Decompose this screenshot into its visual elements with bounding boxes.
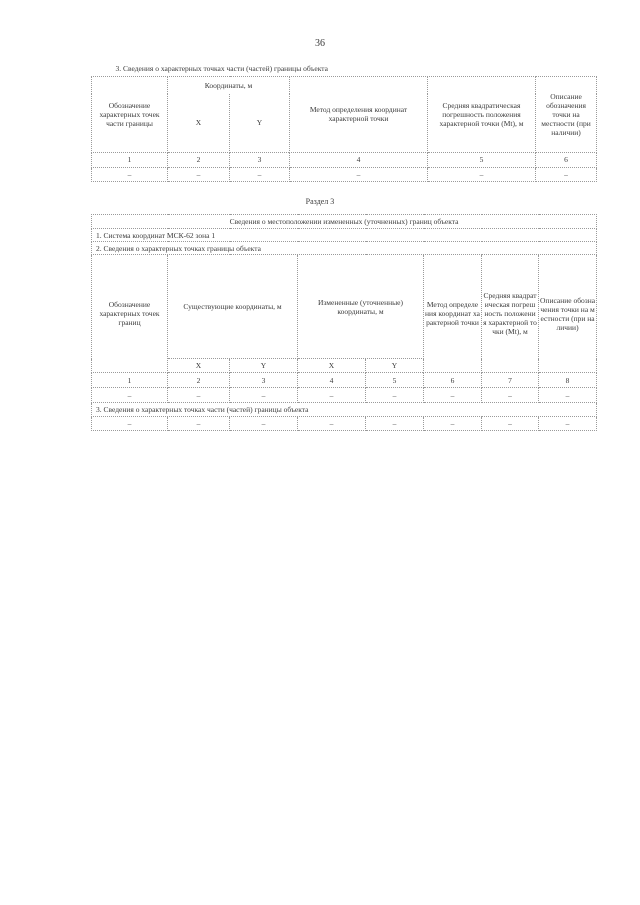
table-cell: – — [298, 417, 366, 431]
part-points-table — [91, 62, 597, 182]
column-number: 2 — [168, 152, 230, 167]
header-changed-coordinates: Измененные (уточненные) координаты, м — [298, 255, 424, 359]
header-y: Y — [230, 359, 298, 373]
header-designation: Обозначение характерных точек границ — [92, 255, 168, 373]
table-cell: – — [539, 388, 597, 403]
table-cell: – — [366, 417, 424, 431]
page-number: 36 — [315, 38, 325, 49]
column-number: 3 — [230, 152, 290, 167]
table-cell: – — [482, 417, 539, 431]
table-cell: – — [168, 167, 230, 181]
header-y: Y — [230, 94, 290, 152]
table-cell: – — [482, 388, 539, 403]
header-existing-coordinates: Существующие координаты, м — [168, 255, 298, 359]
table-cell: – — [539, 417, 597, 431]
section-title: Раздел 3 — [305, 197, 335, 206]
parts-caption: 3. Сведения о характерных точках части (частей) границы объекта — [92, 403, 597, 417]
table-cell: – — [92, 167, 168, 181]
header-y: Y — [366, 359, 424, 373]
header-accuracy: Средняя квадратическая погрешность положения характерной точки (Mt), м — [482, 255, 539, 373]
table-cell: – — [230, 388, 298, 403]
table-cell: – — [290, 167, 428, 181]
column-number: 4 — [298, 373, 366, 388]
points-caption: 2. Сведения о характерных точках границы объекта — [92, 242, 597, 255]
header-method: Метод определения координат характерной точки — [290, 76, 428, 152]
column-number: 7 — [482, 373, 539, 388]
table-cell: – — [424, 388, 482, 403]
header-x: X — [298, 359, 366, 373]
table-cell: – — [92, 388, 168, 403]
column-number: 1 — [92, 152, 168, 167]
table-cell: – — [366, 388, 424, 403]
column-number: 3 — [230, 373, 298, 388]
table-cell: – — [424, 417, 482, 431]
table-title: Сведения о местоположении измененных (уточненных) границ объекта — [92, 215, 597, 229]
header-description: Описание обозначения точки на местности (при наличии) — [539, 255, 597, 373]
column-number: 5 — [366, 373, 424, 388]
table-cell: – — [230, 167, 290, 181]
table-cell: – — [428, 167, 536, 181]
header-accuracy: Средняя квадратическая погрешность положения характерной точки (Mt), м — [428, 76, 536, 152]
column-number: 5 — [428, 152, 536, 167]
column-number: 6 — [536, 152, 597, 167]
column-number: 6 — [424, 373, 482, 388]
header-description: Описание обозначения точки на местности (при наличии) — [536, 76, 597, 152]
table-caption: 3. Сведения о характерных точках части (частей) границы объекта — [92, 62, 597, 76]
table-cell: – — [536, 167, 597, 181]
table-cell: – — [92, 417, 168, 431]
column-number: 8 — [539, 373, 597, 388]
table-cell: – — [168, 388, 230, 403]
header-coordinates: Координаты, м — [168, 76, 290, 94]
table-cell: – — [230, 417, 298, 431]
coordinate-system: 1. Система координат МСК-62 зона 1 — [92, 229, 597, 242]
changed-boundaries-table — [91, 214, 597, 431]
header-method: Метод определения координат характерной точки — [424, 255, 482, 373]
column-number: 4 — [290, 152, 428, 167]
header-x: X — [168, 359, 230, 373]
header-x: X — [168, 94, 230, 152]
column-number: 2 — [168, 373, 230, 388]
table-cell: – — [168, 417, 230, 431]
table-cell: – — [298, 388, 366, 403]
header-designation: Обозначение характерных точек части границы — [92, 76, 168, 152]
column-number: 1 — [92, 373, 168, 388]
